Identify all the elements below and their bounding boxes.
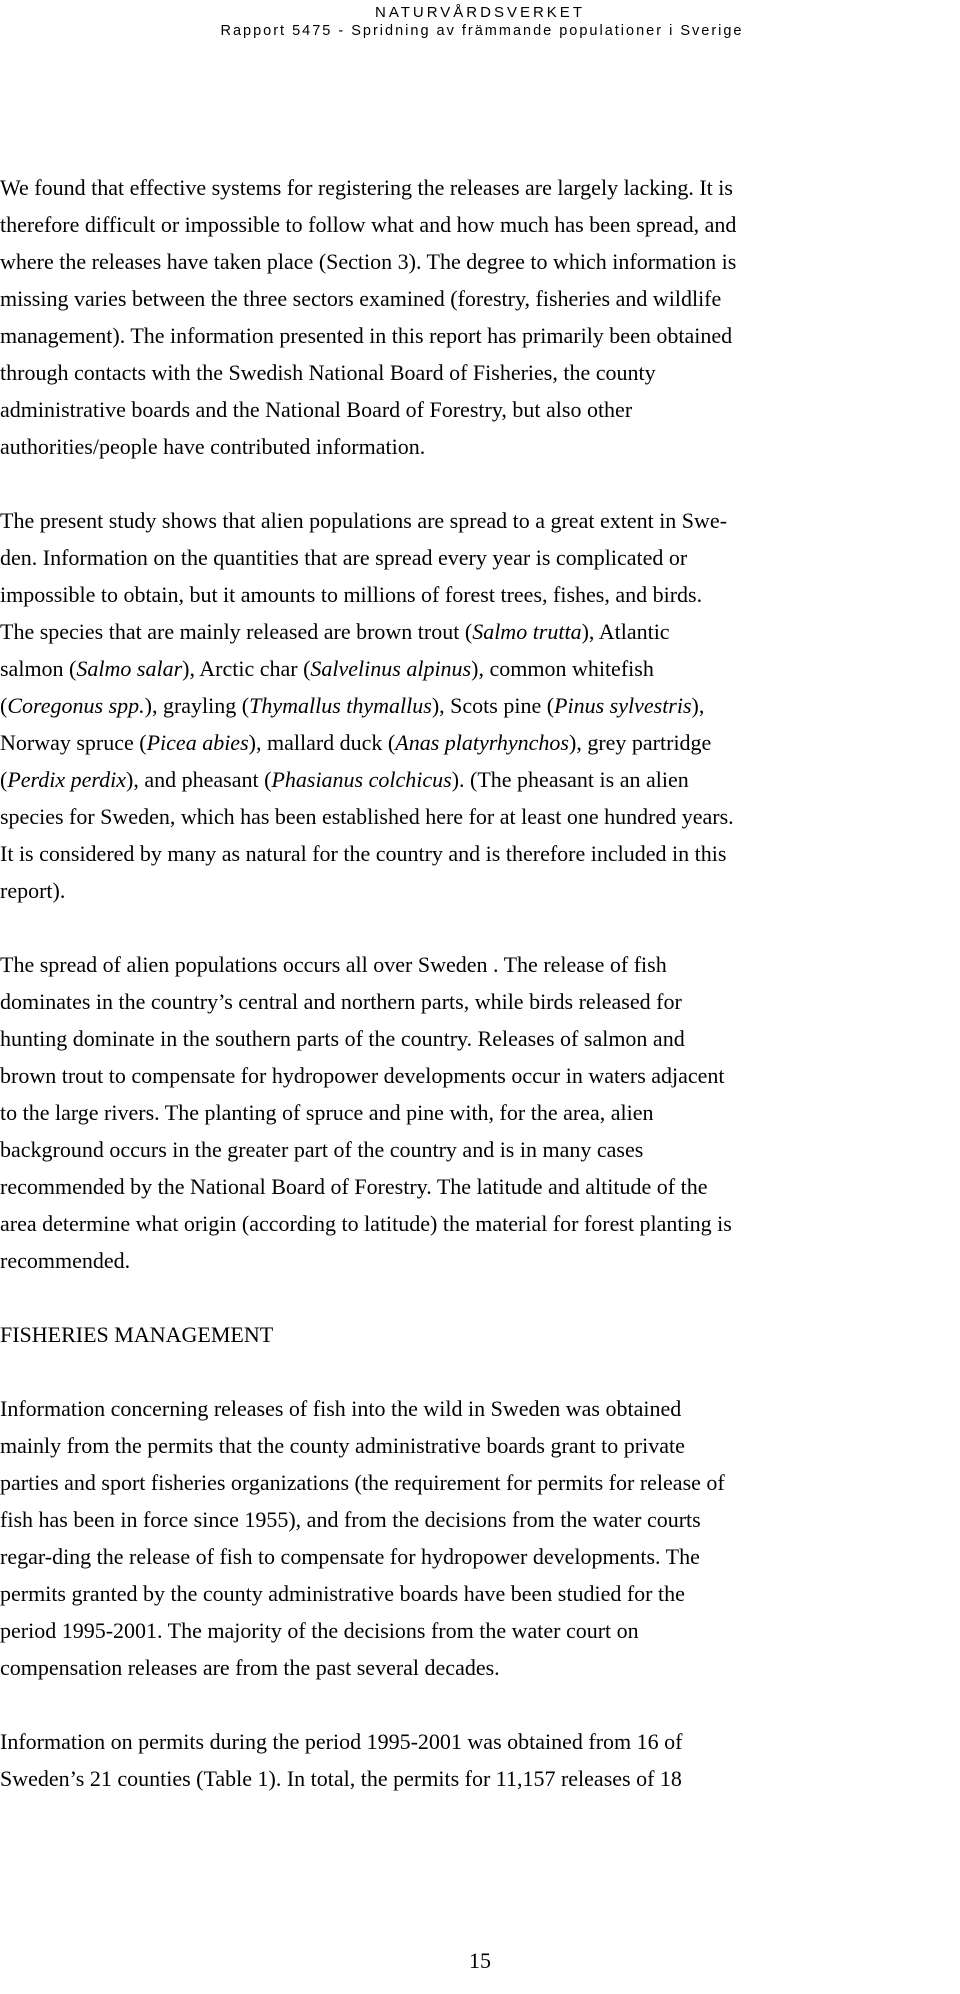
text-line [0,687,920,724]
header-report-title: Rapport 5475 - Spridning av främmande populationer i Sverige [220,23,744,39]
section-heading: FISHERIES MANAGEMENT [0,1322,274,1347]
text-segment: ), grayling ( [144,693,250,718]
text-line: impossible to obtain, but it amounts to millions of forest trees, fishes, and birds. [0,582,703,607]
text-line: report). [0,878,66,903]
paragraph-species-released [0,502,920,909]
text-segment: Norway spruce ( [0,730,147,755]
text-segment: ( [0,693,8,718]
text-line: regar-ding the release of fish to compensate for hydropower developments. The [0,1544,700,1569]
text-line: missing varies between the three sectors examined (forestry, fisheries and wildlife [0,286,722,311]
paragraph-fish-release-permits [0,1390,920,1686]
paragraph-gap [0,1279,920,1316]
text-line: administrative boards and the National Board of Forestry, but also other [0,397,633,422]
text-segment: ), grey partridge [569,730,712,755]
text-segment: ), and pheasant ( [126,767,272,792]
species-name: Phasianus colchicus [271,767,452,792]
text-line: Information on permits during the period 1995-2001 was obtained from 16 of [0,1729,683,1754]
header-organization: NATURVÅRDSVERKET [375,4,585,21]
text-line: period 1995-2001. The majority of the decisions from the water court on [0,1618,639,1643]
paragraph-gap [0,1353,920,1390]
text-line: area determine what origin (according to latitude) the material for forest planting is [0,1211,732,1236]
text-line: brown trout to compensate for hydropower developments occur in waters adjacent [0,1063,725,1088]
species-name: Coregonus spp. [7,693,145,718]
paragraph-permits-period [0,1723,920,1797]
text-line: It is considered by many as natural for the country and is therefore included in this [0,841,727,866]
text-line: The spread of alien populations occurs all over Sweden . The release of fish [0,952,667,977]
text-line: The present study shows that alien populations are spread to a great extent in Swe- [0,508,728,533]
species-name: Anas platyrhynchos [395,730,569,755]
text-line [0,761,920,798]
paragraph-gap [0,465,920,502]
document-body [0,169,920,1797]
text-line: compensation releases are from the past several decades. [0,1655,500,1680]
species-name: Salmo trutta [472,619,582,644]
text-line: permits granted by the county administrative boards have been studied for the [0,1581,685,1606]
text-line: Sweden’s 21 counties (Table 1). In total, the permits for 11,157 releases of 18 [0,1766,682,1791]
text-line: Information concerning releases of fish into the wild in Sweden was obtained [0,1396,682,1421]
text-line: We found that effective systems for registering the releases are largely lacking. It is [0,175,733,200]
text-segment: ). (The pheasant is an alien [451,767,689,792]
text-segment: salmon ( [0,656,77,681]
text-line: background occurs in the greater part of the country and is in many cases [0,1137,644,1162]
text-line: through contacts with the Swedish National Board of Fisheries, the county [0,360,656,385]
text-line: to the large rivers. The planting of spruce and pine with, for the area, alien [0,1100,654,1125]
text-line: recommended by the National Board of Forestry. The latitude and altitude of the [0,1174,708,1199]
species-name: Salvelinus alpinus [310,656,472,681]
text-segment: ( [0,767,8,792]
paragraph-gap [0,1686,920,1723]
paragraph-spread-geography [0,946,920,1279]
text-line: hunting dominate in the southern parts of the country. Releases of salmon and [0,1026,685,1051]
text-segment: ), common whitefish [471,656,654,681]
text-line: management). The information presented in this report has primarily been obtained [0,323,733,348]
species-name: Thymallus thymallus [249,693,432,718]
text-line: parties and sport fisheries organizations (the requirement for permits for release of [0,1470,725,1495]
species-name: Picea abies [146,730,249,755]
text-line: authorities/people have contributed information. [0,434,426,459]
text-line: where the releases have taken place (Section 3). The degree to which information is [0,249,737,274]
species-name: Pinus sylvestris [554,693,692,718]
text-line: fish has been in force since 1955), and from the decisions from the water courts [0,1507,701,1532]
text-line: species for Sweden, which has been established here for at least one hundred years. [0,804,734,829]
text-line: dominates in the country’s central and northern parts, while birds released for [0,989,682,1014]
text-line: therefore difficult or impossible to follow what and how much has been spread, and [0,212,737,237]
text-line: recommended. [0,1248,131,1273]
text-segment: ), Arctic char ( [182,656,311,681]
text-segment: ), Scots pine ( [431,693,555,718]
text-line: den. Information on the quantities that are spread every year is complicated or [0,545,688,570]
page-number: 15 [469,1948,491,1973]
paragraph-gap [0,909,920,946]
text-segment: ), mallard duck ( [248,730,396,755]
text-line [0,613,920,650]
text-segment: ), [691,693,705,718]
text-segment: ), Atlantic [581,619,670,644]
species-name: Salmo salar [76,656,183,681]
text-line [0,650,920,687]
text-line: mainly from the permits that the county administrative boards grant to private [0,1433,685,1458]
species-name: Perdix perdix [7,767,127,792]
paragraph-registration-systems [0,169,920,465]
text-line [0,724,920,761]
page-header [0,0,960,41]
text-segment: The species that are mainly released are brown trout ( [0,619,473,644]
